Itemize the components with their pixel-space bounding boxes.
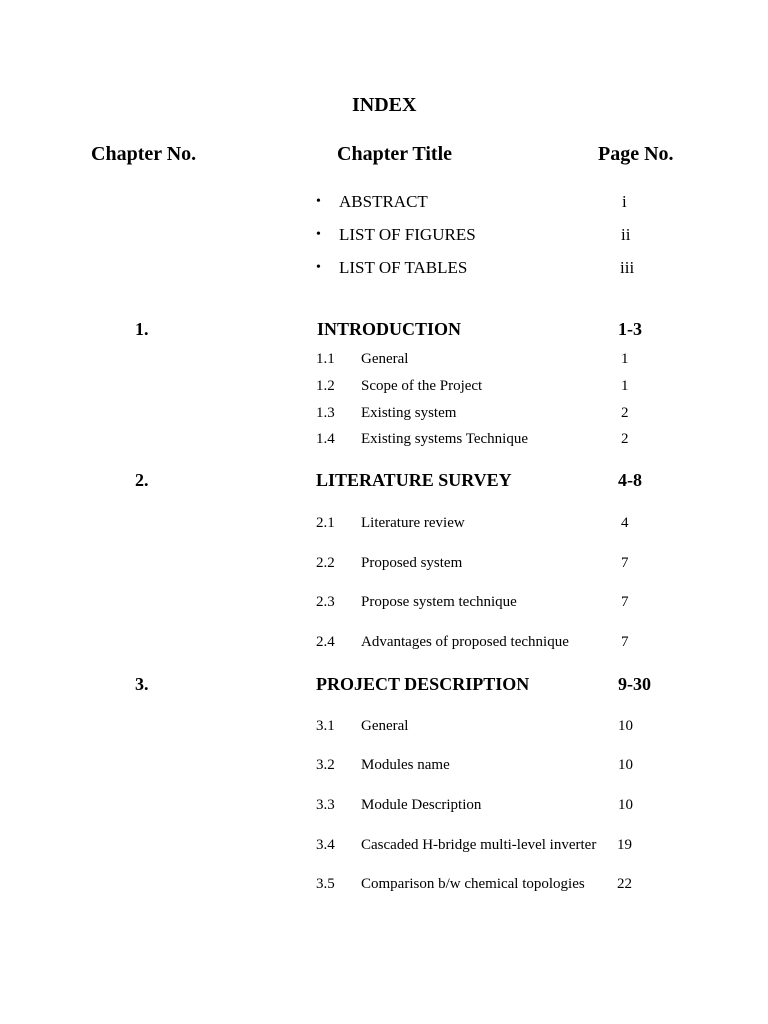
- section-page: 1: [621, 351, 629, 367]
- chapter-number: 2.: [135, 470, 149, 490]
- section-number: 1.1: [316, 351, 335, 367]
- section-number: 1.4: [316, 431, 335, 447]
- bullet-icon: •: [316, 260, 321, 275]
- header-page-no: Page No.: [598, 143, 674, 165]
- chapter-pages: 1-3: [618, 319, 642, 339]
- section-page: 4: [621, 515, 629, 531]
- section-page: 1: [621, 378, 629, 394]
- section-number: 2.1: [316, 515, 335, 531]
- section-title: Module Description: [361, 797, 482, 813]
- section-page: 7: [621, 594, 629, 610]
- section-number: 2.2: [316, 555, 335, 571]
- front-matter-page: iii: [620, 258, 635, 277]
- section-number: 2.3: [316, 594, 335, 610]
- section-page: 19: [617, 837, 632, 853]
- front-matter-label: ABSTRACT: [339, 192, 428, 211]
- section-title: Modules name: [361, 757, 450, 773]
- section-title: Existing systems Technique: [361, 431, 528, 447]
- section-page: 10: [618, 797, 633, 813]
- section-title: General: [361, 351, 409, 367]
- section-number: 3.3: [316, 797, 335, 813]
- section-title: Cascaded H-bridge multi-level inverter: [361, 837, 597, 853]
- section-number: 1.3: [316, 405, 335, 421]
- chapter-pages: 9-30: [618, 674, 651, 694]
- section-number: 3.4: [316, 837, 335, 853]
- section-title: Propose system technique: [361, 594, 517, 610]
- chapter-title: INTRODUCTION: [317, 319, 462, 339]
- section-number: 3.5: [316, 876, 335, 892]
- section-page: 2: [621, 431, 629, 447]
- chapter-pages: 4-8: [618, 470, 642, 490]
- front-matter-page: i: [622, 192, 627, 211]
- front-matter-label: LIST OF FIGURES: [339, 225, 476, 244]
- bullet-icon: •: [316, 227, 321, 242]
- section-page: 10: [618, 718, 633, 734]
- section-page: 22: [617, 876, 632, 892]
- chapter-title: LITERATURE SURVEY: [316, 470, 512, 490]
- page-title: INDEX: [352, 94, 417, 116]
- front-matter-page: ii: [621, 225, 631, 244]
- section-number: 3.2: [316, 757, 335, 773]
- section-title: Scope of the Project: [361, 378, 483, 394]
- section-number: 3.1: [316, 718, 335, 734]
- front-matter-label: LIST OF TABLES: [339, 258, 468, 277]
- section-title: Advantages of proposed technique: [361, 634, 569, 650]
- section-title: Existing system: [361, 405, 457, 421]
- section-page: 7: [621, 634, 629, 650]
- chapter-number: 3.: [135, 674, 149, 694]
- section-title: General: [361, 718, 409, 734]
- section-page: 7: [621, 555, 629, 571]
- section-title: Comparison b/w chemical topologies: [361, 876, 585, 892]
- section-number: 2.4: [316, 634, 335, 650]
- header-chapter-title: Chapter Title: [337, 143, 453, 165]
- section-page: 2: [621, 405, 629, 421]
- section-number: 1.2: [316, 378, 335, 394]
- header-chapter-no: Chapter No.: [91, 143, 197, 165]
- bullet-icon: •: [316, 194, 321, 209]
- chapter-number: 1.: [135, 319, 149, 339]
- section-title: Literature review: [361, 515, 465, 531]
- section-title: Proposed system: [361, 555, 463, 571]
- chapter-title: PROJECT DESCRIPTION: [316, 674, 530, 694]
- section-page: 10: [618, 757, 633, 773]
